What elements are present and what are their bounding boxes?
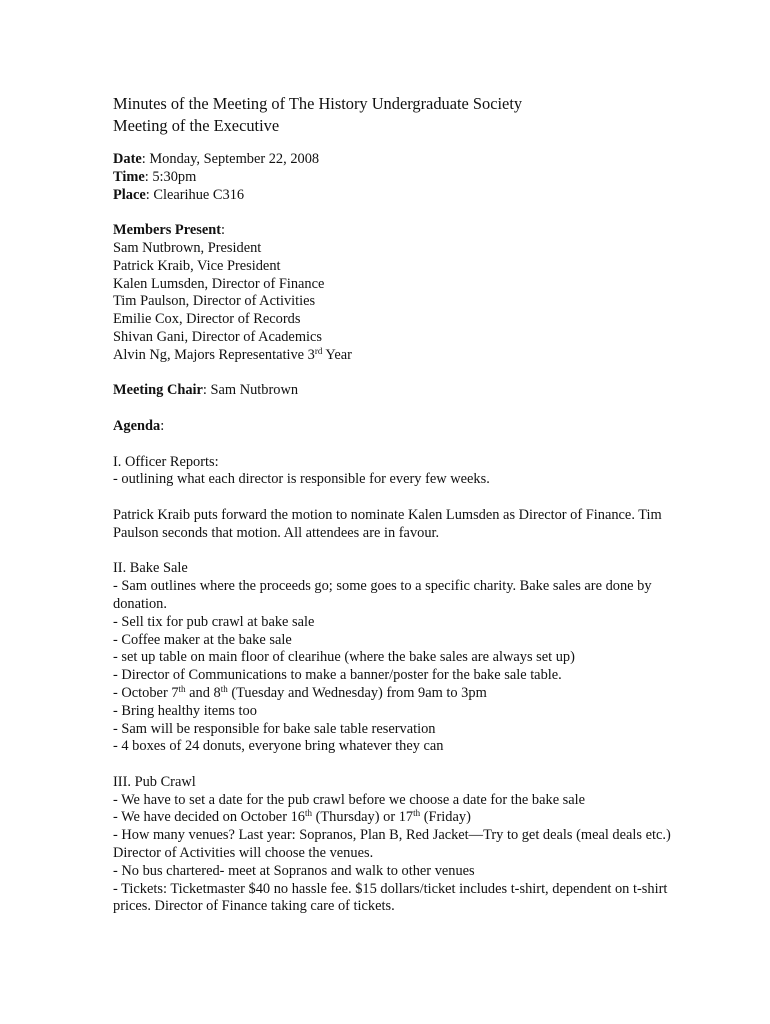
place-value: : Clearihue C316 (145, 186, 245, 203)
list-item: - Director of Communications to make a banner/poster for the bake sale table. (113, 667, 562, 684)
list-item: - We have to set a date for the pub crawl before we choose a date for the bake sale (113, 791, 586, 808)
ordinal-suffix: th (220, 683, 228, 694)
title-line-2: Meeting of the Executive (113, 116, 280, 135)
member-item: Kalen Lumsden, Director of Finance (113, 275, 325, 292)
item-text: - We have decided on October 16 (113, 809, 305, 826)
ordinal-suffix: rd (314, 345, 323, 356)
member-text: Alvin Ng, Majors Representative 3 (113, 346, 315, 363)
section-heading: III. Pub Crawl (113, 773, 196, 790)
members-heading (113, 222, 673, 240)
date-label: Date (113, 151, 142, 167)
section-pub-crawl (113, 774, 673, 916)
member-item: Sam Nutbrown, President (113, 239, 262, 256)
member-item: Patrick Kraib, Vice President (113, 257, 281, 274)
chair-value: : Sam Nutbrown (202, 382, 299, 399)
section-officer-reports (113, 454, 673, 543)
agenda-colon: : (160, 417, 165, 434)
list-item: - Tickets: Ticketmaster $40 no hassle fee. $15 dollars/ticket includes t-shirt, dependent on t-shirt prices. Director of Finance taking care of tickets. (113, 880, 668, 915)
date-value: : Monday, September 22, 2008 (141, 151, 320, 167)
place-label: Place (113, 186, 146, 203)
members-label: Members Present (113, 222, 222, 239)
member-item (113, 347, 673, 365)
list-item: - How many venues? Last year: Sopranos, Plan B, Red Jacket—Try to get deals (meal deals etc.) Director of Activities will choose the venues. (113, 827, 671, 862)
item-text: (Friday) (420, 809, 471, 826)
motion-paragraph: Patrick Kraib puts forward the motion to nominate Kalen Lumsden as Director of Finance. Tim Paulson seconds that motion. All attendees are in favour. (113, 506, 662, 541)
meeting-details (113, 151, 673, 204)
list-item: - 4 boxes of 24 donuts, everyone bring whatever they can (113, 738, 444, 755)
document-page (113, 93, 673, 916)
member-item: Tim Paulson, Director of Activities (113, 293, 316, 310)
title-line-1: Minutes of the Meeting of The History Undergraduate Society (113, 94, 523, 113)
item-text: (Tuesday and Wednesday) from 9am to 3pm (227, 684, 487, 701)
list-item: - No bus chartered- meet at Sopranos and walk to other venues (113, 862, 475, 879)
list-item: - outlining what each director is responsible for every few weeks. (113, 471, 490, 488)
member-text-end: Year (322, 346, 352, 363)
ordinal-suffix: th (413, 808, 421, 819)
chair-label: Meeting Chair (113, 382, 203, 399)
list-item: - Sam will be responsible for bake sale table reservation (113, 720, 436, 737)
section-heading: I. Officer Reports: (113, 453, 219, 470)
member-item: Emilie Cox, Director of Records (113, 311, 301, 328)
item-text: and 8 (185, 684, 221, 701)
ordinal-suffix: th (178, 683, 186, 694)
member-item: Shivan Gani, Director of Academics (113, 328, 323, 345)
list-item: - Coffee maker at the bake sale (113, 631, 292, 648)
list-item: - Sam outlines where the proceeds go; some goes to a specific charity. Bake sales are done by donation. (113, 578, 652, 612)
list-item: - set up table on main floor of clearihue (where the bake sales are always set up) (113, 649, 575, 666)
agenda-label: Agenda (113, 417, 161, 434)
list-item: - Bring healthy items too (113, 702, 257, 719)
item-text: (Thursday) or 17 (312, 809, 414, 826)
agenda-heading (113, 418, 673, 436)
section-heading: II. Bake Sale (113, 560, 188, 577)
members-colon: : (221, 222, 226, 239)
time-value: : 5:30pm (144, 168, 197, 185)
section-bake-sale (113, 560, 673, 756)
members-present (113, 222, 673, 364)
item-text: - October 7 (113, 684, 179, 701)
time-label: Time (113, 168, 145, 185)
list-item (113, 809, 673, 827)
list-item (113, 685, 673, 703)
time-line (113, 169, 673, 187)
ordinal-suffix: th (304, 808, 312, 819)
document-title (113, 93, 673, 137)
meeting-chair (113, 382, 673, 400)
date-line (113, 151, 673, 169)
list-item: - Sell tix for pub crawl at bake sale (113, 613, 315, 630)
place-line (113, 187, 673, 205)
